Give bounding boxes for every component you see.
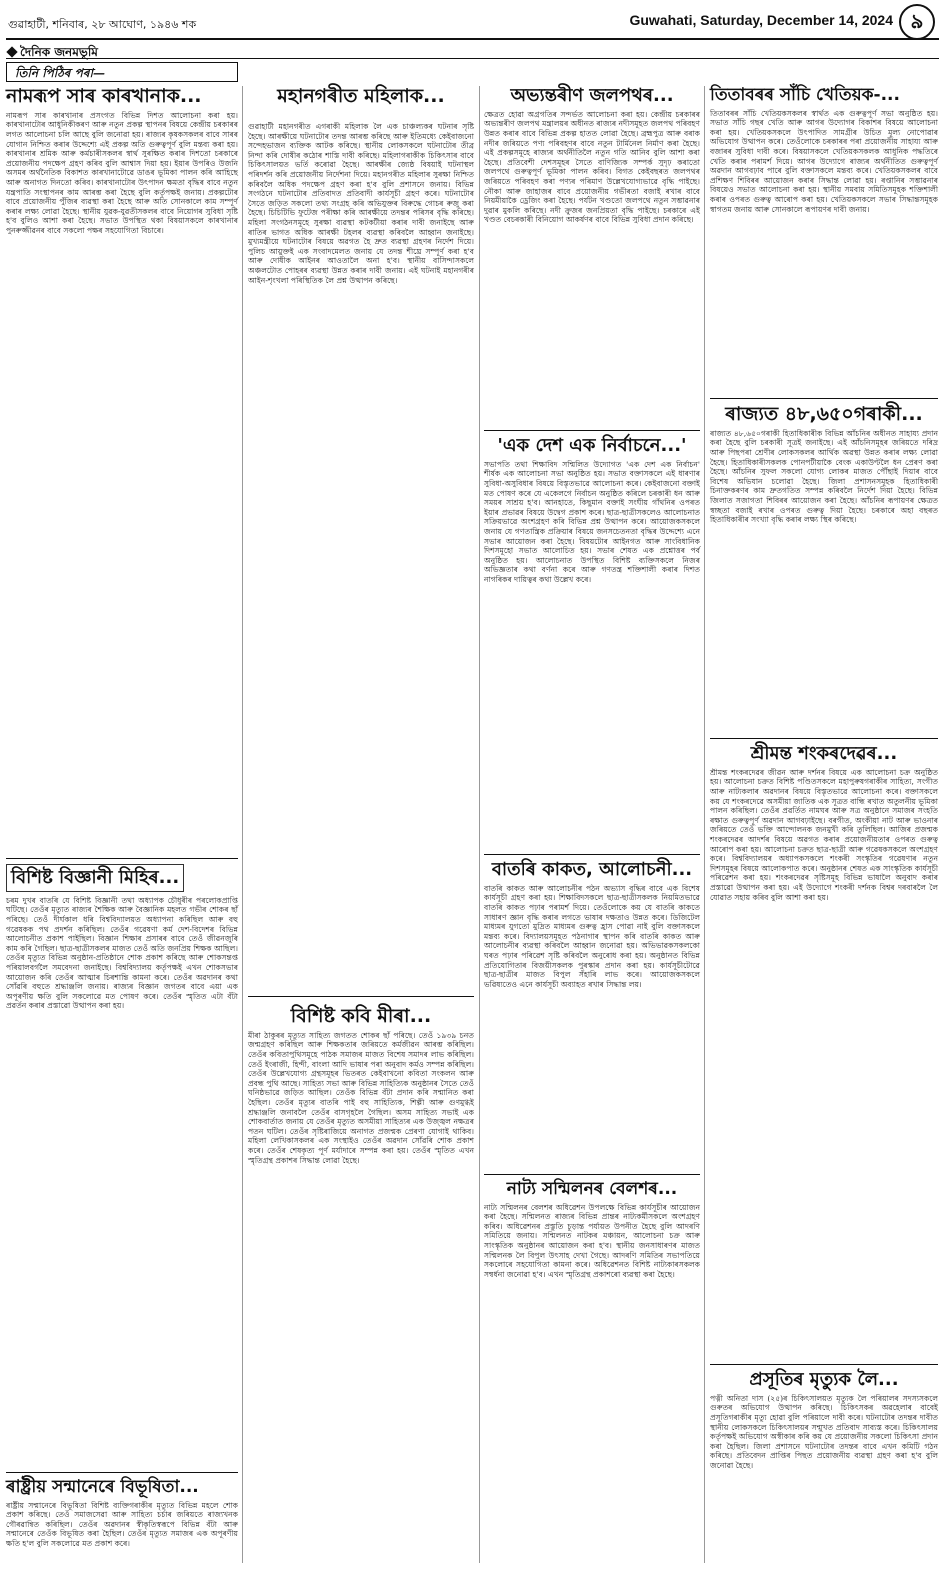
article-divider [248, 996, 474, 997]
article-body: নাট্য সন্মিলনৰ বেলশৰ অধিৱেশন উপলক্ষে বিভিন্ন কাৰ্যসূচীৰ আয়োজন কৰা হৈছে। সন্মিলনত ৰাজ্যৰ বিভিন্ন প্ৰান্তৰ নাট্যকৰ্মীসকলে অংশগ্ৰহণ কৰিব। অধিৱেশনৰ প্ৰস্তুতি চূড়ান্ত পৰ্যায়ত উপনীত হৈছে বুলি আদৰণি সমিতিয়ে জনায়। সন্মিলনত নাটকৰ মঞ্চায়ন, আলোচনা চক্ৰ আৰু সাংস্কৃতিক অনুষ্ঠানৰ আয়োজন কৰা হ'ব। স্থানীয় জনসাধাৰণৰ মাজত সন্মিলনক লৈ বিপুল উৎসাহ দেখা গৈছে। আদৰণি সমিতিৰ সভাপতিয়ে সকলোৰে সহযোগিতা কামনা কৰে। অধিৱেশনত বিশিষ্ট নাট্যকাৰসকলক সম্বৰ্ধনা জনোৱা হ'ব। এখন স্মৃতিগ্ৰন্থ প্ৰকাশৰো ব্যৱস্থা কৰা হৈছে। [484, 1202, 700, 1279]
article-national-honour [6, 1478, 238, 1564]
article-body: নামৰূপ সাৰ কাৰখানাৰ প্ৰসংগত বিভিন্ন দিশত আলোচনা কৰা হয়। কাৰখানাটোৰ আধুনিকীকৰণ আৰু নতুন প্ৰকল্প স্থাপনৰ বিষয়ে কেন্দ্ৰীয় চৰকাৰৰ লগত আলোচনা চলি আছে বুলি জনোৱা হয়। ৰাজ্যৰ কৃষকসকলৰ বাবে সাৰৰ যোগান নিশ্চিত কৰাৰ উদ্দেশ্যে এই প্ৰকল্প অতি গুৰুত্বপূৰ্ণ বুলি মন্তব্য কৰা হয়। কাৰখানাৰ শ্ৰমিক আৰু কৰ্মচাৰীসকলৰ স্বাৰ্থ সুৰক্ষিত কৰাৰ দিশতো চৰকাৰে প্ৰয়োজনীয় পদক্ষেপ গ্ৰহণ কৰিব বুলি আশ্বাস দিয়া হয়। ইয়াৰ উপৰিও উজনি অসমৰ অৰ্থনৈতিক বিকাশত কাৰখানাটোৱে ডাঙৰ ভূমিকা পালন কৰি আহিছে আৰু অনাগত দিনতো কৰিব। কাৰখানাটোৰ উৎপাদন ক্ষমতা বৃদ্ধিৰ বাবে নতুন যন্ত্ৰপাতি সংস্থাপনৰ কাম আৰম্ভ কৰা হৈছে বুলি কৰ্তৃপক্ষই জনায়। প্ৰকল্পটোৰ বাবে প্ৰয়োজনীয় পুঁজিৰ ব্যৱস্থা কৰা হৈছে আৰু অতি সোনকালে কাম সম্পূৰ্ণ কৰাৰ লক্ষ্য লোৱা হৈছে। স্থানীয় যুৱক-যুৱতীসকলৰ বাবে নিয়োগৰ সুবিধা সৃষ্টি হ'ব বুলিও আশা কৰা হৈছে। সভাত উপস্থিত থকা বিষয়াসকলে কাৰখানাৰ পুনৰুজ্জীৱনৰ বাবে সকলো পক্ষৰ সহযোগিতা বিচাৰে। [6, 110, 238, 236]
headline: নামৰূপ সাৰ কাৰখানাক... [6, 85, 202, 107]
date-line-assamese: গুৱাহাটী, শনিবাৰ, ২৮ আঘোণ, ১৯৪৬ শক [8, 18, 197, 31]
article-body: ৰাষ্ট্ৰীয় সন্মানেৰে বিভূষিতা বিশিষ্ট ব্যক্তিগৰাকীৰ মৃত্যুত বিভিন্ন মহলে শোক প্ৰকাশ কৰিছে। তেওঁ সমাজসেৱা আৰু সাহিত্য চৰ্চাৰ জৰিয়তে ৰাজ্যখনক গৌৰৱান্বিত কৰিছিল। তেওঁৰ অৱদানৰ স্বীকৃতিস্বৰূপে বিভিন্ন বঁটা আৰু সন্মানেৰে তেওঁক বিভূষিত কৰা হৈছিল। তেওঁৰ মৃত্যুত সমাজৰ এক অপূৰণীয় ক্ষতি হ'ল বুলি সকলোৱে মত প্ৰকাশ কৰে। [6, 1500, 238, 1549]
page-number: ৯ [899, 4, 935, 40]
headline: মহানগৰীত মহিলাক... [277, 85, 445, 107]
article-maternal-death [710, 1370, 938, 1564]
section-tab: তিনি পিঠিৰ পৰা— [6, 62, 238, 82]
article-body: তিতাবৰৰ সাঁচি খেতিয়কসকলৰ স্বাৰ্থত এক গুৰুত্বপূৰ্ণ সভা অনুষ্ঠিত হয়। সভাত সাঁচি গছৰ খেতি আৰু আগৰ উদ্যোগৰ বিকাশৰ বিষয়ে আলোচনা কৰা হয়। খেতিয়কসকলে উৎপাদিত সামগ্ৰীৰ উচিত মূল্য নোপোৱাৰ অভিযোগ উত্থাপন কৰে। তেওঁলোকে চৰকাৰৰ পৰা প্ৰয়োজনীয় সাহায্য আৰু বজাৰৰ সুবিধা দাবী কৰে। বিষয়াসকলে খেতিয়কসকলক আধুনিক পদ্ধতিৰে খেতি কৰাৰ পৰামৰ্শ দিয়ে। আগৰ উদ্যোগে ৰাজ্যৰ অৰ্থনীতিত গুৰুত্বপূৰ্ণ অৱদান আগবঢ়াব পাৰে বুলি বক্তাসকলে মন্তব্য কৰে। খেতিয়কসকলৰ বাবে প্ৰশিক্ষণ শিবিৰৰ আয়োজন কৰাৰ সিদ্ধান্ত লোৱা হয়। ৰপ্তানিৰ সম্ভাৱনাৰ বিষয়েও সভাত আলোচনা কৰা হয়। স্থানীয় সমবায় সমিতিসমূহক শক্তিশালী কৰাৰ ওপৰত গুৰুত্ব আৰোপ কৰা হয়। খেতিয়কসকলে সভাৰ সিদ্ধান্তসমূহক স্বাগতম জনায় আৰু সোনকালে ৰূপায়ণৰ দাবী জনায়। [710, 108, 938, 214]
column-divider [704, 86, 705, 1563]
article-divider [6, 1472, 238, 1473]
headline: বাতৰি কাকত, আলোচনী... [491, 859, 693, 880]
newspaper-brand [8, 44, 98, 64]
headline: বিশিষ্ট কবি মীৰা... [290, 1005, 432, 1027]
article-divider [484, 1174, 700, 1175]
headline: বিশিষ্ট বিজ্ঞানী মিহিৰ... [6, 864, 184, 892]
article-one-nation-election [484, 436, 700, 850]
article-beneficiaries [710, 404, 938, 734]
date-line-english: Guwahati, Saturday, December 14, 2024 [629, 12, 893, 28]
diamond-icon [6, 46, 17, 57]
article-body: শ্ৰীমন্ত শংকৰদেৱৰ জীৱন আৰু দৰ্শনৰ বিষয়ে এক আলোচনা চক্ৰ অনুষ্ঠিত হয়। আলোচনা চক্ৰত বিশিষ্ট পণ্ডিতসকলে মহাপুৰুষগৰাকীৰ সাহিত্য, সংগীত আৰু নাট্যকলাৰ অৱদানৰ বিষয়ে বিস্তৃতভাৱে আলোচনা কৰে। বক্তাসকলে কয় যে শংকৰদেৱে অসমীয়া জাতিক এক সূত্ৰত বান্ধি ৰখাত অতুলনীয় ভূমিকা পালন কৰিছিল। তেওঁৰ প্ৰৱৰ্তিত নামঘৰ আৰু সত্ৰ অনুষ্ঠানে সমাজৰ সংহতি ৰক্ষাত গুৰুত্বপূৰ্ণ অৱদান আগবঢ়াইছে। বৰগীত, অংকীয়া নাট আৰু ভাওনাৰ জৰিয়তে তেওঁ ভক্তি আন্দোলনক জনমুখী কৰি তুলিছিল। আজিৰ প্ৰজন্মক শংকৰদেৱৰ আদৰ্শৰ বিষয়ে অৱগত কৰাৰ প্ৰয়োজনীয়তাৰ ওপৰত গুৰুত্ব আৰোপ কৰা হয়। আলোচনা চক্ৰত ছাত্ৰ-ছাত্ৰী আৰু গৱেষকসকলে অংশগ্ৰহণ কৰে। বিশ্ববিদ্যালয়ৰ অধ্যাপকসকলে শংকৰী সংস্কৃতিৰ গৱেষণাৰ নতুন দিশসমূহৰ বিষয়ে আলোকপাত কৰে। অনুষ্ঠানৰ শেষত এক সাংস্কৃতিক কাৰ্যসূচী পৰিৱেশন কৰা হয়। শংকৰদেৱৰ সৃষ্টিসমূহ বিভিন্ন ভাষালৈ অনুবাদ কৰাৰ প্ৰস্তাৱো উত্থাপন কৰা হয়। এই উদ্যোগে শংকৰী দৰ্শনক বিশ্বৰ দৰবাৰলৈ লৈ যোৱাত সহায় কৰিব বুলি আশা কৰা হয়। [710, 767, 938, 902]
article-body: পত্নী অনিতা দাস (২৫)ৰ চিকিৎসালয়ত মৃত্যুক লৈ পৰিয়ালৰ সদস্যসকলে গুৰুতৰ অভিযোগ উত্থাপন কৰিছে। চিকিৎসকৰ অৱহেলাৰ বাবেই প্ৰসূতিগৰাকীৰ মৃত্যু হোৱা বুলি পৰিয়ালে দাবী কৰে। ঘটনাটোৰ তদন্তৰ দাবীত স্থানীয় লোকসকলে চিকিৎসালয়ৰ সন্মুখত প্ৰতিবাদ সাব্যস্ত কৰে। চিকিৎসালয় কৰ্তৃপক্ষই অভিযোগ অস্বীকাৰ কৰি কয় যে প্ৰয়োজনীয় সকলো চিকিৎসা প্ৰদান কৰা হৈছিল। জিলা প্ৰশাসনে ঘটনাটোৰ তদন্তৰ বাবে এখন কমিটি গঠন কৰিছে। প্ৰতিবেদন প্ৰাপ্তিৰ পিছত প্ৰয়োজনীয় ব্যৱস্থা গ্ৰহণ কৰা হ'ব বুলি জনোৱা হৈছে। [710, 1393, 938, 1470]
masthead [0, 0, 945, 40]
article-body: চৰম দুখৰ বাতৰি যে বিশিষ্ট বিজ্ঞানী তথা অধ্যাপক চৌধুৰীৰ পৰলোকপ্ৰাপ্তি ঘটিছে। তেওঁৰ মৃত্যুত ৰাজ্যৰ শৈক্ষিক আৰু বৈজ্ঞানিক মহলত গভীৰ শোকৰ ছাঁ পৰিছে। তেওঁ দীৰ্ঘকাল ধৰি বিশ্ববিদ্যালয়ত অধ্যাপনা কৰিছিল আৰু বহু গৱেষকক পথ প্ৰদৰ্শন কৰিছিল। তেওঁৰ গৱেষণা কৰ্ম দেশ-বিদেশৰ বিভিন্ন আলোচনীত প্ৰকাশ পাইছিল। বিজ্ঞান শিক্ষাৰ প্ৰসাৰৰ বাবে তেওঁ জীৱনজুৰি কাম কৰি গৈছিল। ছাত্ৰ-ছাত্ৰীসকলৰ মাজত তেওঁ অতি জনপ্ৰিয় শিক্ষক আছিল। তেওঁৰ মৃত্যুত বিভিন্ন অনুষ্ঠান-প্ৰতিষ্ঠানে শোক প্ৰকাশ কৰিছে আৰু শোকসন্তপ্ত পৰিয়ালবৰ্গলৈ সমবেদনা জনাইছে। বিশ্ববিদ্যালয় কৰ্তৃপক্ষই এখন শোকসভাৰ আয়োজন কৰি তেওঁৰ আত্মাৰ চিৰশান্তি কামনা কৰে। তেওঁৰ অৱদানৰ কথা সোঁৱৰি বহুতে শ্ৰদ্ধাঞ্জলি জনায়। ৰাজ্যৰ বিজ্ঞান জগতৰ বাবে এয়া এক অপূৰণীয় ক্ষতি বুলি সকলোৱে মত পোষণ কৰে। তেওঁৰ স্মৃতিত এটা বঁটা প্ৰৱৰ্তন কৰাৰ প্ৰস্তাৱো উত্থাপন কৰা হয়। [6, 895, 238, 1011]
article-divider [6, 858, 238, 859]
article-scientist [6, 864, 238, 1468]
article-divider [484, 430, 700, 431]
article-drama-conference [484, 1180, 700, 1564]
article-body: গুৱাহাটী মহানগৰীত এগৰাকী মহিলাক লৈ এক চাঞ্চল্যকৰ ঘটনাৰ সৃষ্টি হৈছে। আৰক্ষীয়ে ঘটনাটোৰ তদন্ত আৰম্ভ কৰিছে আৰু ইতিমধ্যে কেইবাজনো সন্দেহভাজন ব্যক্তিক আটক কৰিছে। স্থানীয় লোকসকলে ঘটনাটোৰ তীব্ৰ নিন্দা কৰি দোষীৰ কঠোৰ শাস্তি দাবী কৰিছে। মহিলাগৰাকীক চিকিৎসাৰ বাবে চিকিৎসালয়ত ভৰ্তি কৰোৱা হৈছে। আৰক্ষীৰ জ্যেষ্ঠ বিষয়াই ঘটনাস্থল পৰিদৰ্শন কৰি প্ৰয়োজনীয় নিৰ্দেশনা দিয়ে। মহানগৰীত মহিলাৰ সুৰক্ষা নিশ্চিত কৰিবলৈ অধিক পদক্ষেপ গ্ৰহণ কৰা হ'ব বুলি প্ৰশাসনে জনায়। বিভিন্ন সংগঠনে ঘটনাটোৰ প্ৰতিবাদত প্ৰতিবাদী কাৰ্যসূচী গ্ৰহণ কৰে। ঘটনাটোৰ সৈতে জড়িত সকলো তথ্য সংগ্ৰহ কৰি অভিযুক্তৰ বিৰুদ্ধে গোচৰ ৰুজু কৰা হৈছে। চিচিটিভি ফুটেজ পৰীক্ষা কৰি আৰক্ষীয়ে তদন্তৰ পৰিসৰ বৃদ্ধি কৰিছে। মহিলা সংগঠনসমূহে সুৰক্ষা ব্যৱস্থা কটকটীয়া কৰাৰ দাবী জনাইছে আৰু ৰাতিৰ ভাগত অধিক আৰক্ষী টহলৰ ব্যৱস্থা কৰিবলৈ আহ্বান জনাইছে। মুখ্যমন্ত্ৰীয়ে ঘটনাটোৰ বিষয়ে অৱগত হৈ দ্ৰুত ব্যৱস্থা গ্ৰহণৰ নিৰ্দেশ দিয়ে। পুলিচ আয়ুক্তই এক সংবাদমেলত জনায় যে তদন্ত শীঘ্ৰে সম্পূৰ্ণ কৰা হ'ব আৰু দোষীক আইনৰ আওতালৈ অনা হ'ব। স্থানীয় বাসিন্দাসকলে অঞ্চলটোত পোহৰৰ ব্যৱস্থা উন্নত কৰাৰ দাবী জনায়। এই ঘটনাই মহানগৰীৰ আইন-শৃংখলা পৰিস্থিতিক লৈ প্ৰশ্ন উত্থাপন কৰিছে। [248, 122, 474, 285]
headline: ৰাজ্যত ৪৮,৬৫০গৰাকী... [725, 403, 923, 425]
brand-rule [6, 58, 939, 59]
brand-name: দৈনিক জনমভূমি [20, 45, 98, 59]
article-inland-waterways [484, 86, 700, 426]
article-divider [710, 738, 938, 739]
column-divider [242, 86, 243, 1563]
article-poet-meera [248, 1006, 474, 1564]
column-divider [479, 86, 480, 1563]
headline: ৰাষ্ট্ৰীয় সন্মানেৰে বিভূষিতা... [6, 1477, 199, 1497]
article-titabar-agar [710, 86, 938, 394]
article-divider [710, 1364, 938, 1365]
article-city-woman [248, 85, 474, 992]
article-divider [710, 398, 938, 399]
article-body: ক্ষেত্ৰত হোৱা অগ্ৰগতিৰ সন্দৰ্ভত আলোচনা কৰা হয়। কেন্দ্ৰীয় চৰকাৰৰ অভ্যন্তৰীণ জলপথ মন্ত্ৰালয়ৰ অধীনত ৰাজ্যৰ নদীসমূহত জলপথ পৰিবহণ উন্নত কৰাৰ বাবে বিভিন্ন প্ৰকল্প হাতত লোৱা হৈছে। ব্ৰহ্মপুত্ৰ আৰু বৰাক নদীৰ জৰিয়তে পণ্য পৰিবহণৰ বাবে নতুন টাৰ্মিনেল নিৰ্মাণ কৰা হৈছে। এই প্ৰকল্পসমূহে ৰাজ্যৰ অৰ্থনীতিলৈ নতুন গতি আনিব বুলি আশা কৰা হৈছে। প্ৰতিবেশী দেশসমূহৰ সৈতে বাণিজ্যিক সম্পৰ্ক সুদৃঢ় কৰাতো জলপথে গুৰুত্বপূৰ্ণ ভূমিকা পালন কৰিব। বিগত কেইবছৰত জলপথৰ জৰিয়তে পৰিবহণ কৰা পণ্যৰ পৰিমাণ উল্লেখযোগ্যভাৱে বৃদ্ধি পাইছে। নৌকা আৰু জাহাজৰ বাবে প্ৰয়োজনীয় গভীৰতা বজাই ৰখাৰ বাবে নিয়মীয়াকৈ ড্ৰেজিং কৰা হৈছে। পৰ্যটন খণ্ডতো জলপথে নতুন সম্ভাৱনাৰ দুৱাৰ মুকলি কৰিছে। নদী ক্ৰুজৰ জনপ্ৰিয়তা বৃদ্ধি পাইছে। চৰকাৰে এই খণ্ডত বেচৰকাৰী বিনিয়োগ আকৰ্ষণৰ বাবে বিভিন্ন সুবিধা প্ৰদান কৰিছে। [484, 109, 700, 225]
article-divider [484, 854, 700, 855]
headline: নাট্য সন্মিলনৰ বেলশৰ... [506, 1179, 678, 1199]
headline: অভ্যন্তৰীণ জলপথৰ... [510, 85, 674, 106]
article-body: মীৰা ঠাকুৰৰ মৃত্যুত সাহিত্য জগতত শোকৰ ছাঁ পৰিছে। তেওঁ ১৯৩৯ চনত জন্মগ্ৰহণ কৰিছিল আৰু শিক্ষকতাৰ জৰিয়তে কৰ্মজীৱন আৰম্ভ কৰিছিল। তেওঁৰ কবিতাপুথিসমূহে পাঠক সমাজৰ মাজত বিশেষ সমাদৰ লাভ কৰিছিল। তেওঁ ইংৰাজী, হিন্দী, বাংলা আদি ভাষাৰ পৰা অনুবাদ কৰ্মও সম্পন্ন কৰিছিল। তেওঁৰ উল্লেখযোগ্য গ্ৰন্থসমূহৰ ভিতৰত কেইবাখনো কবিতা সংকলন আৰু প্ৰবন্ধ পুথি আছে। সাহিত্য সভা আৰু বিভিন্ন সাহিত্যিক অনুষ্ঠানৰ সৈতে তেওঁ ঘনিষ্ঠভাৱে জড়িত আছিল। তেওঁক বিভিন্ন বঁটা প্ৰদান কৰি সন্মানিত কৰা হৈছিল। তেওঁৰ মৃত্যুৰ বাতৰি পাই বহু সাহিত্যিক, শিল্পী আৰু গুণমুগ্ধই শ্ৰদ্ধাঞ্জলি জনাবলৈ তেওঁৰ বাসগৃহলৈ গৈছিল। অসম সাহিত্য সভাই এক শোকবাৰ্তাত জনায় যে তেওঁৰ মৃত্যুত অসমীয়া সাহিত্যৰ এক উজ্জ্বল নক্ষত্ৰৰ পতন ঘটিল। তেওঁৰ সৃষ্টিৰাজিয়ে অনাগত প্ৰজন্মক প্ৰেৰণা যোগাই থাকিব। মহিলা লেখিকাসকলৰ এক সংস্থাইও তেওঁৰ অৱদান সোঁৱৰি শোক প্ৰকাশ কৰে। তেওঁৰ শেষকৃত্য পূৰ্ণ মৰ্যাদাৰে সম্পন্ন কৰা হয়। তেওঁৰ স্মৃতিত এখন স্মৃতিগ্ৰন্থ প্ৰকাশৰ সিদ্ধান্ত লোৱা হৈছে। [248, 1030, 474, 1165]
article-sankardev [710, 744, 938, 1360]
article-body: বাতৰি কাকত আৰু আলোচনীৰ পঠন অভ্যাস বৃদ্ধিৰ বাবে এক বিশেষ কাৰ্যসূচী গ্ৰহণ কৰা হয়। শিক্ষাবিদসকলে ছাত্ৰ-ছাত্ৰীসকলক নিয়মিতভাৱে বাতৰি কাকত পঢ়াৰ পৰামৰ্শ দিয়ে। তেওঁলোকে কয় যে বাতৰি কাকতে সাধাৰণ জ্ঞান বৃদ্ধি কৰাৰ লগতে ভাষাৰ দক্ষতাও উন্নত কৰে। ডিজিটেল মাধ্যমৰ যুগতো মুদ্ৰিত মাধ্যমৰ গুৰুত্ব হ্ৰাস পোৱা নাই বুলি বক্তাসকলে মন্তব্য কৰে। বিদ্যালয়সমূহত পঠনাগাৰ স্থাপন কৰি বাতৰি কাকত আৰু আলোচনীৰ ব্যৱস্থা কৰিবলৈ আহ্বান জনোৱা হয়। অভিভাৱকসকলকো ঘৰত পঢ়াৰ পৰিৱেশ সৃষ্টি কৰিবলৈ অনুৰোধ কৰা হয়। অনুষ্ঠানত বিভিন্ন প্ৰতিযোগিতাৰ বিজয়ীসকলক পুৰস্কাৰ প্ৰদান কৰা হয়। কাৰ্যসূচীটোৱে ছাত্ৰ-ছাত্ৰীৰ মাজত বিপুল সঁহাৰি লাভ কৰে। আয়োজকসকলে ভৱিষ্যতেও এনে কাৰ্যসূচী অব্যাহত ৰখাৰ সিদ্ধান্ত লয়। [484, 883, 700, 989]
headline: তিতাবৰৰ সাঁচি খেতিয়ক-... [710, 85, 900, 105]
article-body: ৰাজ্যত ৪৮,৬৫০গৰাকী হিতাধিকাৰীক বিভিন্ন আঁচনিৰ অধীনত সাহায্য প্ৰদান কৰা হৈছে বুলি চৰকাৰী সূত্ৰই জনাইছে। এই আঁচনিসমূহৰ জৰিয়তে দৰিদ্ৰ আৰু পিছপৰা শ্ৰেণীৰ লোকসকলৰ আৰ্থিক অৱস্থা উন্নত কৰাৰ লক্ষ্য লোৱা হৈছে। হিতাধিকাৰীসকলক পোনপটীয়াকৈ বেংক একাউণ্টলৈ ধন প্ৰেৰণ কৰা হৈছে। আঁচনিৰ সুফল সকলো যোগ্য লোকৰ মাজত পৌঁছাই দিয়াৰ বাবে বিশেষ অভিযান চলোৱা হৈছে। জিলা প্ৰশাসনসমূহক হিতাধিকাৰী চিনাক্তকৰণৰ কাম দ্ৰুতগতিত সম্পন্ন কৰিবলৈ নিৰ্দেশ দিয়া হৈছে। বিভিন্ন জিলাত সজাগতা শিবিৰৰ আয়োজন কৰা হৈছে। আঁচনিৰ ৰূপায়ণৰ ক্ষেত্ৰত স্বচ্ছতা বজাই ৰখাৰ ওপৰত গুৰুত্ব দিয়া হৈছে। চৰকাৰে অহা বছৰত হিতাধিকাৰীৰ সংখ্যা বৃদ্ধি কৰাৰ লক্ষ্য স্থিৰ কৰিছে। [710, 428, 938, 525]
headline: শ্ৰীমন্ত শংকৰদেৱৰ... [750, 743, 898, 764]
masthead-rule [6, 38, 939, 40]
article-newspaper-magazine [484, 860, 700, 1170]
article-namrup [6, 86, 238, 854]
article-body: সভাপতি তথা শিক্ষাবিদ সন্মিলিত উদ্যোগত 'এক দেশ এক নিৰ্বাচন' শীৰ্ষক এক আলোচনা সভা অনুষ্ঠিত হয়। সভাত বক্তাসকলে এই ধাৰণাৰ সুবিধা-অসুবিধাৰ বিষয়ে বিস্তৃতভাৱে আলোচনা কৰে। কেইবাজনো বক্তাই মত পোষণ কৰে যে একেলগে নিৰ্বাচন অনুষ্ঠিত কৰিলে চৰকাৰী ধন আৰু সময়ৰ সাশ্ৰয় হ'ব। আনহাতে, কিছুমান বক্তাই সংঘীয় গাঁথনিৰ ওপৰত ইয়াৰ প্ৰভাৱৰ বিষয়ে উদ্বেগ প্ৰকাশ কৰে। ছাত্ৰ-ছাত্ৰীসকলেও আলোচনাত সক্ৰিয়ভাৱে অংশগ্ৰহণ কৰি বিভিন্ন প্ৰশ্ন উত্থাপন কৰে। আয়োজকসকলে জনায় যে গণতান্ত্ৰিক প্ৰক্ৰিয়াৰ বিষয়ে জনসচেতনতা বৃদ্ধিৰ উদ্দেশ্যে এনে সভাৰ আয়োজন কৰা হৈছে। বিষয়টোৰ আইনগত আৰু সাংবিধানিক দিশসমূহো সভাত আলোচিত হয়। সভাৰ শেষত এক প্ৰশ্নোত্তৰ পৰ্ব অনুষ্ঠিত হয়। আলোচনাত উপস্থিত বিশিষ্ট ব্যক্তিসকলে নিজৰ অভিজ্ঞতাৰ কথা বৰ্ণনা কৰে আৰু গণতন্ত্ৰ শক্তিশালী কৰাৰ দিশত নাগৰিকৰ দায়িত্বৰ কথা উল্লেখ কৰে। [484, 459, 700, 584]
headline: 'এক দেশ এক নিৰ্বাচনে...' [497, 435, 687, 456]
headline: প্ৰসূতিৰ মৃত্যুক লৈ... [749, 1369, 899, 1390]
